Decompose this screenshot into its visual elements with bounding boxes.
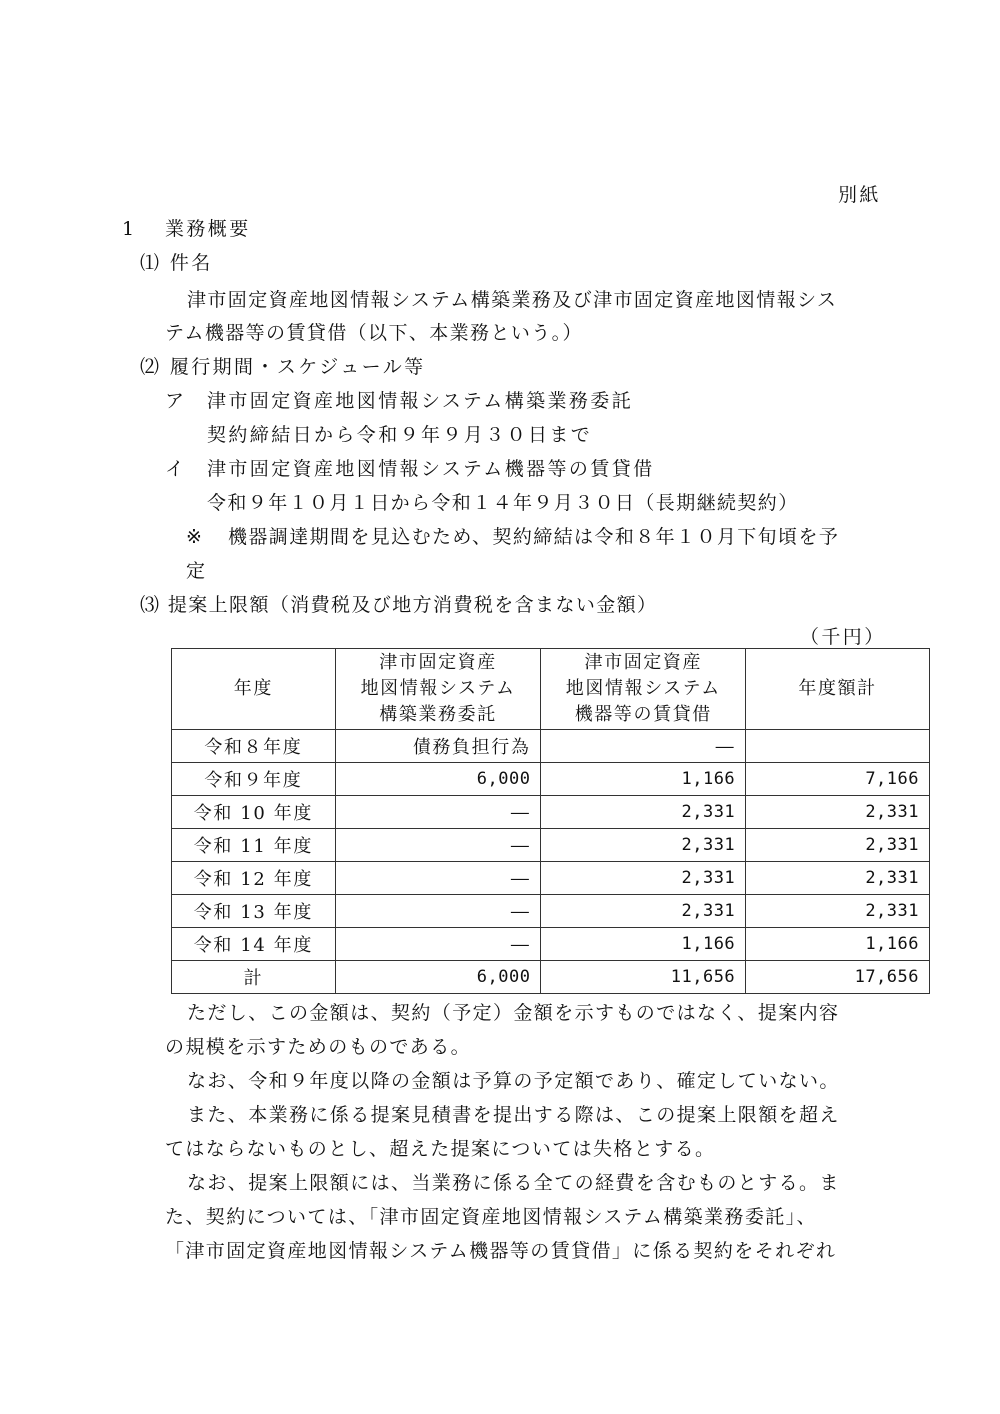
- para4-line3: 「津市固定資産地図情報システム機器等の賃貸借」に係る契約をそれぞれ: [165, 1240, 837, 1262]
- item2-a-period: 契約締結日から令和９年９月３０日まで: [207, 424, 593, 446]
- cell-construction: 6,000: [335, 961, 541, 994]
- item2-i-period: 令和９年１０月１日から令和１４年９月３０日（長期継続契約）: [207, 492, 799, 514]
- table-total-row: [172, 961, 930, 994]
- item3-label: ⑶ 提案上限額（消費税及び地方消費税を含まない金額）: [140, 594, 658, 616]
- note-marker: ※: [186, 526, 205, 548]
- item2-a-title: 津市固定資産地図情報システム構築業務委託: [207, 390, 634, 412]
- para1-line1: ただし、この金額は、契約（予定）金額を示すものではなく、提案内容: [187, 1002, 840, 1024]
- section-number: 1: [122, 218, 137, 240]
- cell-total: 2,331: [746, 829, 930, 862]
- note-line1: 機器調達期間を見込むため、契約締結は令和８年１０月下旬頃を予: [228, 526, 840, 548]
- item1-body-line1: 津市固定資産地図情報システム構築業務及び津市固定資産地図情報シス: [187, 289, 838, 311]
- cell-total: [746, 730, 930, 763]
- attachment-label: 別紙: [838, 184, 881, 206]
- table-row: [172, 763, 930, 796]
- table-header-row: [172, 649, 930, 730]
- cell-total: 17,656: [746, 961, 930, 994]
- table-row: [172, 862, 930, 895]
- header-construction: 津市固定資産 地図情報システム 構築業務委託: [335, 649, 541, 730]
- cell-total: 2,331: [746, 895, 930, 928]
- cell-total: 7,166: [746, 763, 930, 796]
- note-line2: 定: [186, 560, 208, 582]
- header-annual-total: 年度額計: [746, 649, 930, 730]
- item2-a-marker: ア: [165, 390, 187, 412]
- cell-construction: ―: [335, 829, 541, 862]
- item1-body-line2: テム機器等の賃貸借（以下、本業務という。）: [165, 322, 583, 344]
- cell-lease: ―: [541, 730, 746, 763]
- cell-construction: 6,000: [335, 763, 541, 796]
- cell-construction: ―: [335, 862, 541, 895]
- item2-i-title: 津市固定資産地図情報システム機器等の賃貸借: [207, 458, 655, 480]
- cell-year: 令和９年度: [172, 763, 336, 796]
- table-row: [172, 730, 930, 763]
- cell-lease: 2,331: [541, 796, 746, 829]
- cell-lease: 11,656: [541, 961, 746, 994]
- header-lease: 津市固定資産 地図情報システム 機器等の賃貸借: [541, 649, 746, 730]
- cell-lease: 1,166: [541, 928, 746, 961]
- cell-lease: 2,331: [541, 895, 746, 928]
- cell-year: 令和 10 年度: [172, 796, 336, 829]
- cell-year: 令和 11 年度: [172, 829, 336, 862]
- table-row: [172, 829, 930, 862]
- para3-line2: てはならないものとし、超えた提案については失格とする。: [165, 1138, 716, 1160]
- cell-lease: 2,331: [541, 862, 746, 895]
- cell-lease: 2,331: [541, 829, 746, 862]
- para4-line2: た、契約については、「津市固定資産地図情報システム構築業務委託」、: [165, 1206, 817, 1228]
- cell-year: 令和８年度: [172, 730, 336, 763]
- cell-year: 令和 13 年度: [172, 895, 336, 928]
- item2-i-marker: イ: [165, 458, 187, 480]
- table-unit: （千円）: [800, 626, 886, 648]
- item2-label: ⑵ 履行期間・スケジュール等: [140, 356, 426, 378]
- cell-total: 2,331: [746, 862, 930, 895]
- cell-year: 計: [172, 961, 336, 994]
- para2-line1: なお、令和９年度以降の金額は予算の予定額であり、確定していない。: [187, 1070, 840, 1092]
- para1-line2: の規模を示すためのものである。: [165, 1036, 472, 1058]
- cell-lease: 1,166: [541, 763, 746, 796]
- header-fiscal-year: 年度: [172, 649, 336, 730]
- cell-total: 2,331: [746, 796, 930, 829]
- item1-label: ⑴ 件名: [140, 252, 213, 274]
- table-row: [172, 895, 930, 928]
- section-title: 業務概要: [165, 218, 251, 240]
- cell-construction: ―: [335, 928, 541, 961]
- cell-total: 1,166: [746, 928, 930, 961]
- cell-construction: ―: [335, 895, 541, 928]
- budget-table: [171, 648, 930, 994]
- cell-construction: 債務負担行為: [335, 730, 541, 763]
- table-row: [172, 928, 930, 961]
- cell-year: 令和 14 年度: [172, 928, 336, 961]
- cell-construction: ―: [335, 796, 541, 829]
- para3-line1: また、本業務に係る提案見積書を提出する際は、この提案上限額を超え: [187, 1104, 840, 1126]
- cell-year: 令和 12 年度: [172, 862, 336, 895]
- para4-line1: なお、提案上限額には、当業務に係る全ての経費を含むものとする。ま: [187, 1172, 840, 1194]
- table-row: [172, 796, 930, 829]
